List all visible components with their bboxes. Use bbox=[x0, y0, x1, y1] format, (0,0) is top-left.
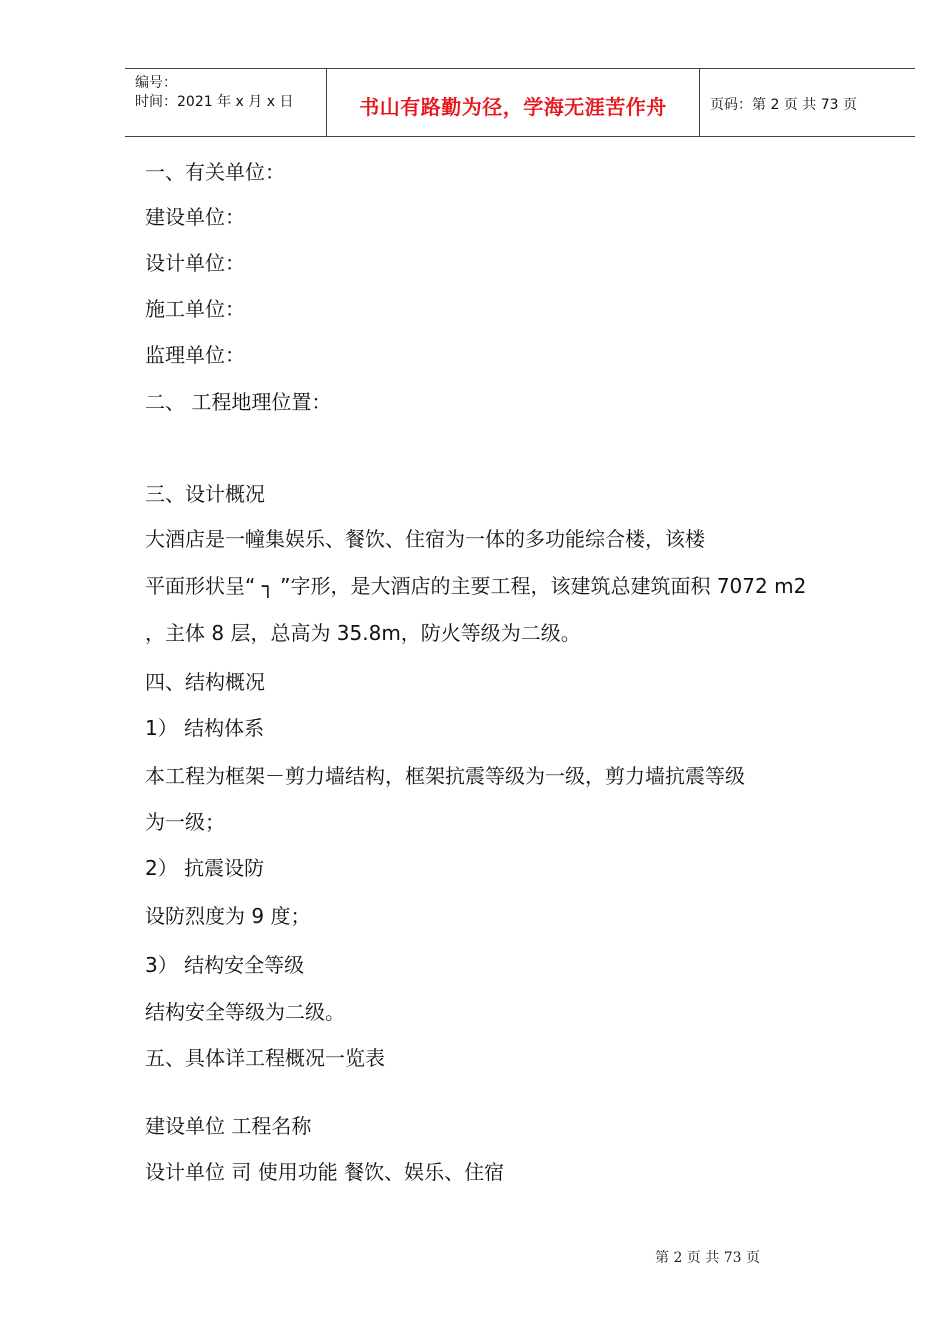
paragraph-line: 结构安全等级为二级。 bbox=[145, 1000, 345, 1024]
table-row: 设计单位 司 使用功能 餐饮、娱乐、住宿 bbox=[145, 1160, 505, 1184]
paragraph-line: 平面形状呈“ ┐ ”字形，是大酒店的主要工程，该建筑总建筑面积 7072 m2 bbox=[145, 574, 807, 598]
paragraph-line: ，主体 8 层，总高为 35.8m，防火等级为二级。 bbox=[145, 621, 581, 645]
page-footer: 第 2 页 共 73 页 bbox=[655, 1250, 760, 1266]
header-page-info: 页码：第 2 页 共 73 页 bbox=[710, 97, 857, 113]
field-supervision-unit: 监理单位： bbox=[145, 343, 245, 367]
section-heading-project-table: 五、具体详工程概况一览表 bbox=[145, 1046, 385, 1070]
page-header bbox=[125, 68, 915, 137]
field-contractor-unit: 施工单位： bbox=[145, 297, 245, 321]
header-meta-cell bbox=[125, 69, 327, 136]
field-design-unit: 设计单位： bbox=[145, 251, 245, 275]
section-heading-related-units: 一、有关单位： bbox=[145, 160, 285, 184]
field-construction-unit: 建设单位： bbox=[145, 205, 245, 229]
subheading-seismic: 2） 抗震设防 bbox=[145, 856, 265, 880]
paragraph-line: 本工程为框架－剪力墙结构，框架抗震等级为一级，剪力墙抗震等级 bbox=[145, 764, 745, 788]
header-motto: 书山有路勤为径，学海无涯苦作舟 bbox=[359, 95, 667, 119]
subheading-structure-system: 1） 结构体系 bbox=[145, 716, 265, 740]
section-heading-structure-overview: 四、结构概况 bbox=[145, 670, 265, 694]
paragraph-line: 为一级； bbox=[145, 810, 225, 834]
header-page-cell bbox=[700, 69, 915, 136]
paragraph-line: 设防烈度为 9 度； bbox=[145, 904, 311, 928]
table-row: 建设单位 工程名称 bbox=[145, 1114, 312, 1138]
section-heading-design-overview: 三、设计概况 bbox=[145, 482, 265, 506]
header-motto-cell bbox=[327, 69, 700, 136]
subheading-safety-class: 3） 结构安全等级 bbox=[145, 953, 305, 977]
document-time-label: 时间：2021 年 x 月 x 日 bbox=[135, 94, 294, 110]
document-number-label: 编号： bbox=[135, 75, 177, 91]
section-heading-location: 二、 工程地理位置： bbox=[145, 390, 332, 414]
paragraph-line: 大酒店是一幢集娱乐、餐饮、住宿为一体的多功能综合楼，该楼 bbox=[145, 527, 705, 551]
